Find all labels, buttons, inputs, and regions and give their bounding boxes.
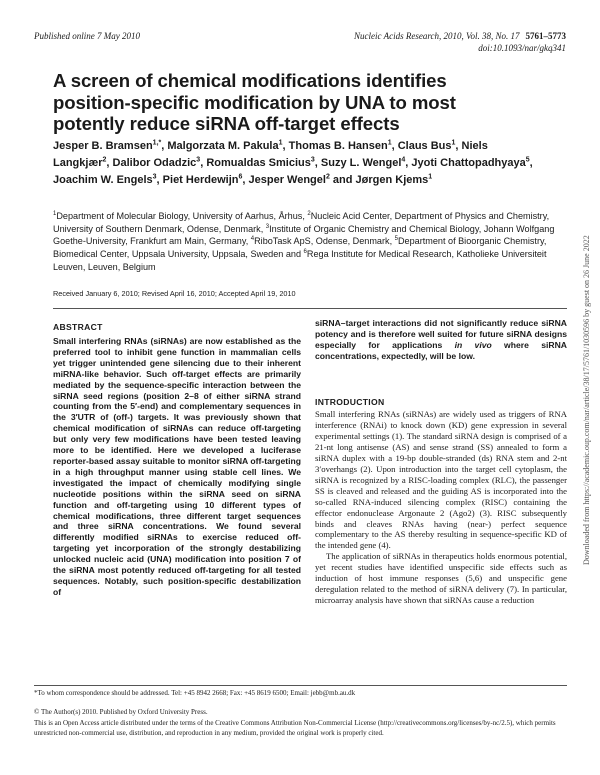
affiliations	[53, 210, 557, 274]
author-affiliation-mark: 1	[387, 139, 392, 147]
author	[53, 140, 161, 152]
author-affiliation-mark: 1	[428, 173, 433, 181]
author-name: Piet Herdewijn	[162, 174, 239, 186]
author-name: Malgorzata M. Pakula	[167, 140, 279, 152]
author	[113, 157, 201, 169]
author-affiliation-mark: 1	[451, 139, 456, 147]
intro-paragraph: Small interfering RNAs (siRNAs) are widely used as triggers of RNA interference (RNAi) to knock down (KD) gene expression in several experimental settings (1). The standard siRNA design is comprised of a 21-nt long antisense (AS) and sense strand (SS) annealed to form a siRNA duplex with a 19-bp double-stranded (ds) RNA stem and 2-nt 3′overhangs (2). Upon introduction into the target cell cytoplasm, the siRNA is recognized by a RISC-loading complex (RLC), the passenger SS is cleaved and released and the guiding AS is incorporated into the so-called RNA-induced silencing complex (RISC) containing the effector endonuclease Argonaute 2 (Ago2) (3). RISC subsequently binds and cleaves RNAs having (near-) perfect sequence complementary to the AS thereby resulting in sequence-specific KD of the intended gene (4).	[315, 409, 567, 551]
affiliation-text: Department of Molecular Biology, University of Aarhus, Århus,	[56, 211, 308, 221]
author	[398, 140, 456, 152]
affiliation-text: Department of Bioorganic Chemistry, Biomedical Center, Uppsala University, Uppsala, Sweden and	[53, 236, 547, 260]
affiliation-text: Institute of Organic Chemistry and Chemical Biology, Johann Wolfgang Goethe-University, Frankfurt am Main, Germany,	[53, 223, 555, 247]
author-name: Romualdas Smicius	[206, 157, 311, 169]
footer-divider	[34, 685, 567, 686]
affiliation-text: Rega Institute for Medical Research, Katholieke Universiteit Leuven, Leuven, Belgium	[53, 249, 547, 272]
author-affiliation-mark: 1	[278, 139, 283, 147]
abstract-continued	[315, 318, 567, 362]
paper-title: A screen of chemical modifications identifies position-specific modification by UNA to most potently reduce siRNA off-target effects	[53, 70, 456, 134]
introduction-heading: INTRODUCTION	[315, 397, 385, 407]
abstract-continued-text: siRNA–target interactions did not significantly reduce siRNA potency and is therefore well suited for future siRNA designs especially for applications	[315, 318, 567, 350]
introduction-body	[315, 409, 567, 606]
doi[interactable]: doi:10.1093/nar/gkq341	[478, 43, 566, 53]
author	[321, 157, 405, 169]
author	[411, 157, 529, 169]
affiliation-mark: 5	[394, 236, 398, 243]
copyright-line: © The Author(s) 2010. Published by Oxford University Press.	[34, 708, 208, 716]
abstract-body: Small interfering RNAs (siRNAs) are now established as the preferred tool to inhibit gene function in mammalian cells yet trigger unintended gene silencing due to their inherent miRNA-like behavior. Such off-target effects are primarily mediated by the sequence-specific interaction between the siRNA seed regions (position 2–8 of either siRNA strand counting from the 5′-end) and complementary sequences in the 3′UTR of (off-) targets. It was previously shown that chemical modification of siRNAs can reduce off-targeting but only very few modifications have been tested leaving more to be identified. Here we developed a luciferase reporter-based assay suitable to monitor siRNA off-targeting in a high throughput manner using stable cell lines. We investigated the impact of chemically modifying single nucleotide positions within the siRNA seed on siRNA function and off-targeting using 10 different types of chemical modifications, three different target sequences and three siRNA concentrations. We found several differently modified siRNAs to exercise reduced off-targeting yet incorporation of the strongly destabilizing unlocked nucleic acid (UNA) modification into position 7 of the siRNA most potently reduced off-targeting for all tested sequences. Notably, such position-specific destabilization of	[53, 336, 301, 597]
affiliation-mark: 4	[250, 236, 255, 243]
author-affiliation-mark: 3	[152, 173, 157, 181]
author	[53, 174, 157, 186]
journal-citation	[318, 31, 566, 41]
author	[206, 157, 314, 169]
affiliation-text: RiboTask ApS, Odense, Denmark,	[254, 236, 395, 247]
affiliation-mark: 3	[265, 223, 270, 230]
author-affiliation-mark: 2	[102, 156, 107, 164]
affiliation-mark: 6	[303, 249, 307, 256]
author-affiliation-mark: 5	[525, 156, 530, 164]
abstract-continued-end: where siRNA concentrations, expectedly, will be low.	[315, 339, 567, 361]
affiliation-mark: 1	[53, 210, 57, 217]
author-name: Suzy L. Wengel	[320, 157, 402, 169]
author	[356, 174, 433, 186]
download-side-note: Downloaded from https://academic.oup.com/nar/article/38/17/5761/1030596 by guest on 26 June 2022	[582, 235, 591, 565]
license-text: This is an Open Access article distributed under the terms of the Creative Commons Attribution Non-Commercial License (http://creativecommons.org/licenses/by-nc/2.5), which permits unrestricted non-commercial use, distribution, and reproduction in any medium, provided the original work is properly cited.	[34, 719, 556, 738]
author-list: Jesper B. Bramsen$^{1,*}$, Malgorzata M. Pakula$^1$, Thomas B. Hansen$^1$, Claus Bus$^1$, Niels Langkjær$^2$, Dalibor Odadzic$^3$, Romualdas Smicius$^3$, Suzy L. Wengel$^4$, Jyoti Chattopadhyaya$^5$, Joachim W. Engels$^3$, Piet Herdewijn$^6$, Jesper Wengel$^2$ and Jørgen Kjems$^1$	[53, 139, 533, 186]
author-name: Joachim W. Engels	[53, 174, 153, 186]
correspondence-note: *To whom correspondence should be addressed. Tel: +45 8942 2668; Fax: +45 8619 6500; Email: jebb@mb.au.dk	[34, 689, 356, 697]
author-affiliation-mark: 3	[196, 156, 201, 164]
author-affiliation-mark: 4	[401, 156, 406, 164]
page-range: 5761–5773	[525, 31, 566, 41]
published-date: Published online 7 May 2010	[34, 31, 140, 41]
author-name: Jyoti Chattopadhyaya	[411, 157, 526, 169]
author-name: Dalibor Odadzic	[112, 157, 197, 169]
abstract-heading: ABSTRACT	[53, 322, 103, 332]
abstract-continued-italic: in vivo	[454, 339, 492, 350]
author-name: Jesper B. Bramsen	[53, 140, 153, 152]
author-name: Claus Bus	[397, 140, 452, 152]
author-affiliation-mark: 1,*	[152, 139, 162, 147]
affiliation-text: Nucleic Acid Center, Department of Physics and Chemistry, University of Southern Denmark, Odense, Denmark,	[53, 211, 550, 234]
affiliation-mark: 2	[307, 210, 311, 217]
author	[289, 140, 392, 152]
author	[163, 174, 243, 186]
author-affiliation-mark: 3	[310, 156, 315, 164]
author	[249, 174, 330, 186]
journal-name: Nucleic Acids Research, 2010, Vol. 38, No. 17	[354, 31, 520, 41]
author-affiliation-mark: 2	[325, 173, 330, 181]
header-divider	[53, 308, 567, 309]
author-name: Niels Langkjær	[53, 140, 488, 169]
author-name: Jørgen Kjems	[355, 174, 429, 186]
author-name: Thomas B. Hansen	[288, 140, 388, 152]
author	[167, 140, 282, 152]
intro-paragraph: The application of siRNAs in therapeutics holds enormous potential, yet recent studies have identified unspecific side effects such as induction of host immune responses (5,6) and unspecific gene deregulation related to the method of siRNA delivery (7). In particular, microarray analysis have shown that siRNAs cause a reduction	[315, 551, 567, 606]
received-dates: Received January 6, 2010; Revised April 16, 2010; Accepted April 19, 2010	[53, 289, 296, 298]
author-affiliation-mark: 6	[238, 173, 243, 181]
author-name: Jesper Wengel	[248, 174, 326, 186]
